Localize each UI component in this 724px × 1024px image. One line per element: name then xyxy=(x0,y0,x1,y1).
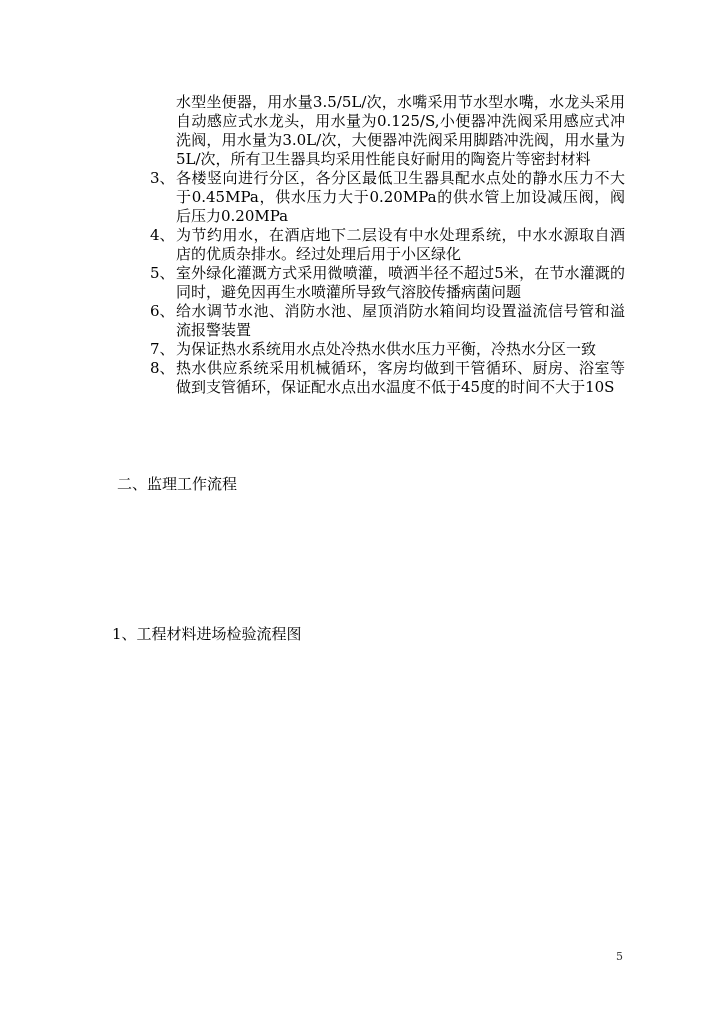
list-item-text: 室外绿化灌溉方式采用微喷灌，喷洒半径不超过5米，在节水灌溉的同时，避免因再生水喷灌所导致气溶胶传播病菌问题 xyxy=(176,264,625,301)
list-item-text: 水型坐便器，用水量3.5/5L/次，水嘴采用节水型水嘴，水龙头采用自动感应式水龙头，用水量为0.125/S,小便器冲洗阀采用感应式冲洗阀，用水量为3.0L/次，大便器冲洗阀采用脚踏冲洗阀，用水量为5L/次，所有卫生器具均采用性能良好耐用的陶瓷片等密封材料 xyxy=(176,93,625,168)
requirements-list xyxy=(150,93,625,397)
list-item-text: 各楼竖向进行分区，各分区最低卫生器具配水点处的静水压力不大于0.45MPa，供水压力大于0.20MPa的供水管上加设减压阀，阀后压力0.20MPa xyxy=(176,169,625,225)
page-number: 5 xyxy=(616,950,623,963)
list-item-number: 5、 xyxy=(150,264,175,282)
list-item-number: 7、 xyxy=(150,340,175,358)
list-item xyxy=(150,169,625,226)
list-item-text: 为保证热水系统用水点处冷热水供水压力平衡，冷热水分区一致 xyxy=(176,340,597,358)
list-item-text: 为节约用水，在酒店地下二层设有中水处理系统，中水水源取自酒店的优质杂排水。经过处理后用于小区绿化 xyxy=(176,226,625,263)
subsection-heading: 1、工程材料进场检验流程图 xyxy=(112,625,302,643)
list-item xyxy=(150,359,625,397)
list-item-text: 给水调节水池、消防水池、屋顶消防水箱间均设置溢流信号管和溢流报警装置 xyxy=(176,302,625,339)
list-item xyxy=(150,226,625,264)
section-heading: 二、监理工作流程 xyxy=(117,475,238,493)
list-item xyxy=(150,264,625,302)
list-item xyxy=(150,302,625,340)
list-item-number: 4、 xyxy=(150,226,175,244)
list-item-number: 8、 xyxy=(150,359,175,377)
list-item-continuation xyxy=(150,93,625,169)
list-item-number: 6、 xyxy=(150,302,175,320)
list-item-text: 热水供应系统采用机械循环，客房均做到干管循环、厨房、浴室等做到支管循环，保证配水点出水温度不低于45度的时间不大于10S xyxy=(176,359,625,396)
list-item-number: 3、 xyxy=(150,169,175,187)
list-item xyxy=(150,340,625,359)
